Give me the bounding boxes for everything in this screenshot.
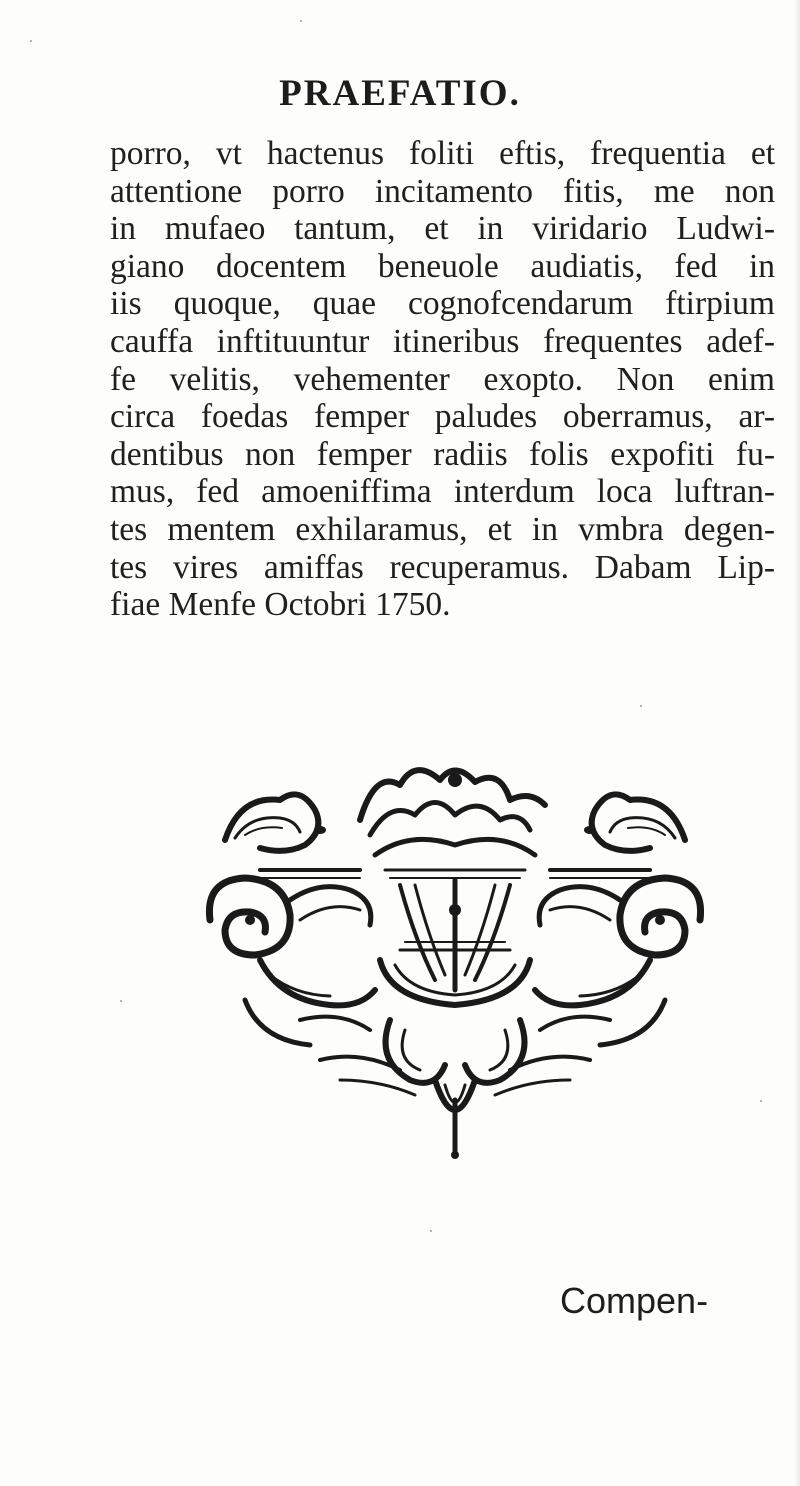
paper-speck: [30, 40, 32, 42]
text-line: tes mentem exhilaramus, et in vmbra degen-: [110, 510, 775, 548]
paper-speck: [120, 1000, 122, 1002]
text-line: in mufaeo tantum, et in viridario Ludwi-: [110, 210, 775, 248]
text-line: mus, fed amoeniffima interdum loca luftran-: [110, 473, 775, 511]
text-line: dentibus non femper radiis folis expofiti fu-: [110, 435, 775, 473]
body-text: [110, 135, 775, 624]
paper-speck: [430, 1230, 432, 1232]
text-line: attentione porro incitamento fitis, me non: [110, 172, 775, 210]
page-edge: [794, 0, 800, 1486]
ornamental-tailpiece-icon: [200, 760, 710, 1160]
text-line: cauffa inftituuntur itineribus frequentes adef-: [110, 322, 775, 360]
text-line: iis quoque, quae cognofcendarum ftirpium: [110, 285, 775, 323]
page-header: PRAEFATIO.: [279, 73, 521, 114]
text-line: fe velitis, vehementer exopto. Non enim: [110, 360, 775, 398]
text-line: circa foedas femper paludes oberramus, ar-: [110, 398, 775, 436]
text-line: porro, vt hactenus foliti eftis, frequentia et: [110, 135, 775, 172]
text-line: giano docentem beneuole audiatis, fed in: [110, 247, 775, 285]
paper-speck: [640, 705, 642, 707]
paper-speck: [760, 1100, 762, 1102]
text-line: tes vires amiffas recuperamus. Dabam Lip-: [110, 548, 775, 586]
paper-speck: [300, 20, 302, 22]
text-line: fiae Menfe Octobri 1750.: [110, 586, 451, 624]
catchword: Compen-: [560, 1280, 709, 1321]
